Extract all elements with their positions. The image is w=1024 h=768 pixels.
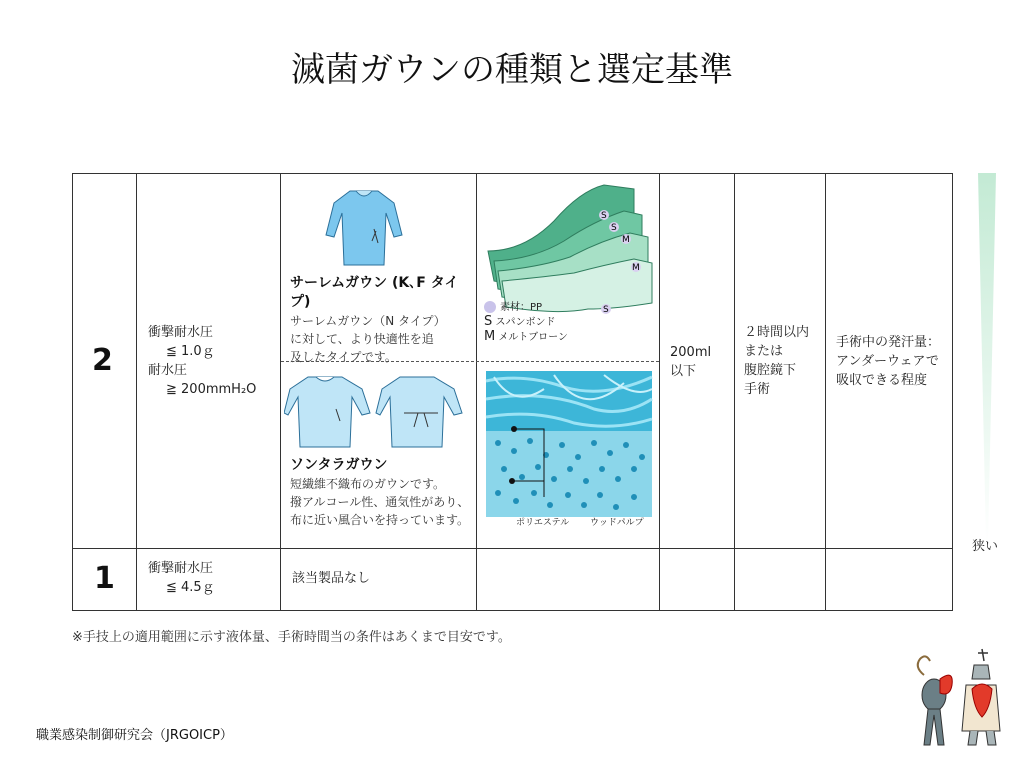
row1-product: 該当製品なし bbox=[292, 571, 371, 586]
table-bottom-border bbox=[72, 610, 952, 611]
col-border bbox=[72, 173, 73, 611]
row1-pressure bbox=[148, 559, 215, 597]
page-title: 滅菌ガウンの種類と選定基準 bbox=[291, 50, 733, 90]
gown1-desc: サーレムガウン（N タイプ） bbox=[290, 314, 446, 328]
layer-label: M bbox=[632, 263, 640, 273]
gown1-desc: に対して、より快適性を追 bbox=[290, 332, 434, 346]
row-divider bbox=[72, 548, 952, 549]
gown2-desc: 短繊維不織布のガウンです。 bbox=[290, 477, 446, 491]
grade-2: 2 bbox=[92, 343, 113, 378]
time-cell bbox=[744, 323, 809, 399]
gown-illustration-icon bbox=[324, 185, 404, 269]
gown2-title: ソンタラガウン bbox=[290, 457, 388, 473]
grade-1: 1 bbox=[94, 561, 115, 596]
mascot-illustration bbox=[904, 645, 1008, 749]
sweat-line: 吸収できる程度 bbox=[836, 373, 928, 388]
col-border bbox=[136, 173, 137, 611]
sweat-cell bbox=[836, 333, 940, 390]
narrow-label: 狭い bbox=[972, 539, 999, 554]
m-letter: M bbox=[484, 329, 496, 344]
layer-label: S bbox=[611, 223, 617, 233]
col-border bbox=[659, 173, 660, 611]
col-border bbox=[952, 173, 953, 611]
sms-layer-diagram bbox=[484, 181, 656, 321]
gown2-desc: 撥アルコール性、通気性があり、 bbox=[290, 495, 470, 509]
material-label: 素材：PP bbox=[500, 302, 543, 313]
sweat-line: アンダーウェアで bbox=[836, 354, 939, 369]
volume-line: 200ml bbox=[670, 345, 712, 360]
pressure-line: 耐水圧 bbox=[148, 363, 188, 378]
col-border bbox=[825, 173, 826, 611]
m-label: メルトブローン bbox=[498, 332, 568, 343]
time-line: ２時間以内 bbox=[744, 325, 810, 340]
pressure-line: ≦ 1.0ｇ bbox=[166, 344, 215, 359]
gown1-desc: 及したタイプです。 bbox=[290, 350, 397, 364]
col-border bbox=[280, 173, 281, 611]
footnote: ※手技上の適用範囲に示す液体量、手術時間当の条件はあくまで目安です。 bbox=[72, 630, 511, 645]
layer-label: S bbox=[603, 305, 609, 315]
row2-pressure bbox=[148, 323, 256, 399]
time-line: 手術 bbox=[744, 382, 771, 397]
pressure-line: ≦ 4.5ｇ bbox=[166, 580, 215, 595]
s-label: スパンボンド bbox=[495, 317, 556, 328]
fiber-label-1: ポリエステル bbox=[516, 518, 570, 528]
pressure-line: ≧ 200mmH₂O bbox=[166, 382, 257, 397]
volume-cell bbox=[670, 343, 711, 381]
material-legend bbox=[484, 301, 568, 345]
gown2-text bbox=[290, 456, 474, 529]
time-line: または bbox=[744, 344, 784, 359]
gown-front-back-icon bbox=[284, 373, 470, 451]
pp-dot-icon bbox=[484, 301, 496, 313]
pressure-line: 衝撃耐水圧 bbox=[148, 561, 214, 576]
gown1-text bbox=[290, 274, 470, 366]
organization-footer: 職業感染制御研究会（JRGOICP） bbox=[36, 728, 233, 743]
col-border bbox=[476, 173, 477, 611]
col-border bbox=[734, 173, 735, 611]
fiber-label-2: ウッドパルプ bbox=[590, 518, 644, 528]
gown-selection-table bbox=[72, 173, 1022, 611]
table-top-border bbox=[72, 173, 952, 174]
gown1-title: サーレムガウン (K､F タイプ) bbox=[290, 275, 459, 310]
fiber-structure-image bbox=[484, 369, 656, 521]
narrowing-arrow-icon bbox=[972, 173, 1002, 543]
time-line: 腹腔鏡下 bbox=[744, 363, 797, 378]
sweat-line: 手術中の発汗量： bbox=[836, 335, 941, 350]
volume-line: 以下 bbox=[670, 364, 697, 379]
s-letter: S bbox=[484, 314, 493, 329]
layer-label: S bbox=[601, 211, 607, 221]
pressure-line: 衝撃耐水圧 bbox=[148, 325, 214, 340]
gown2-desc: 布に近い風合いを持っています。 bbox=[290, 513, 470, 527]
layer-label: M bbox=[622, 235, 630, 245]
